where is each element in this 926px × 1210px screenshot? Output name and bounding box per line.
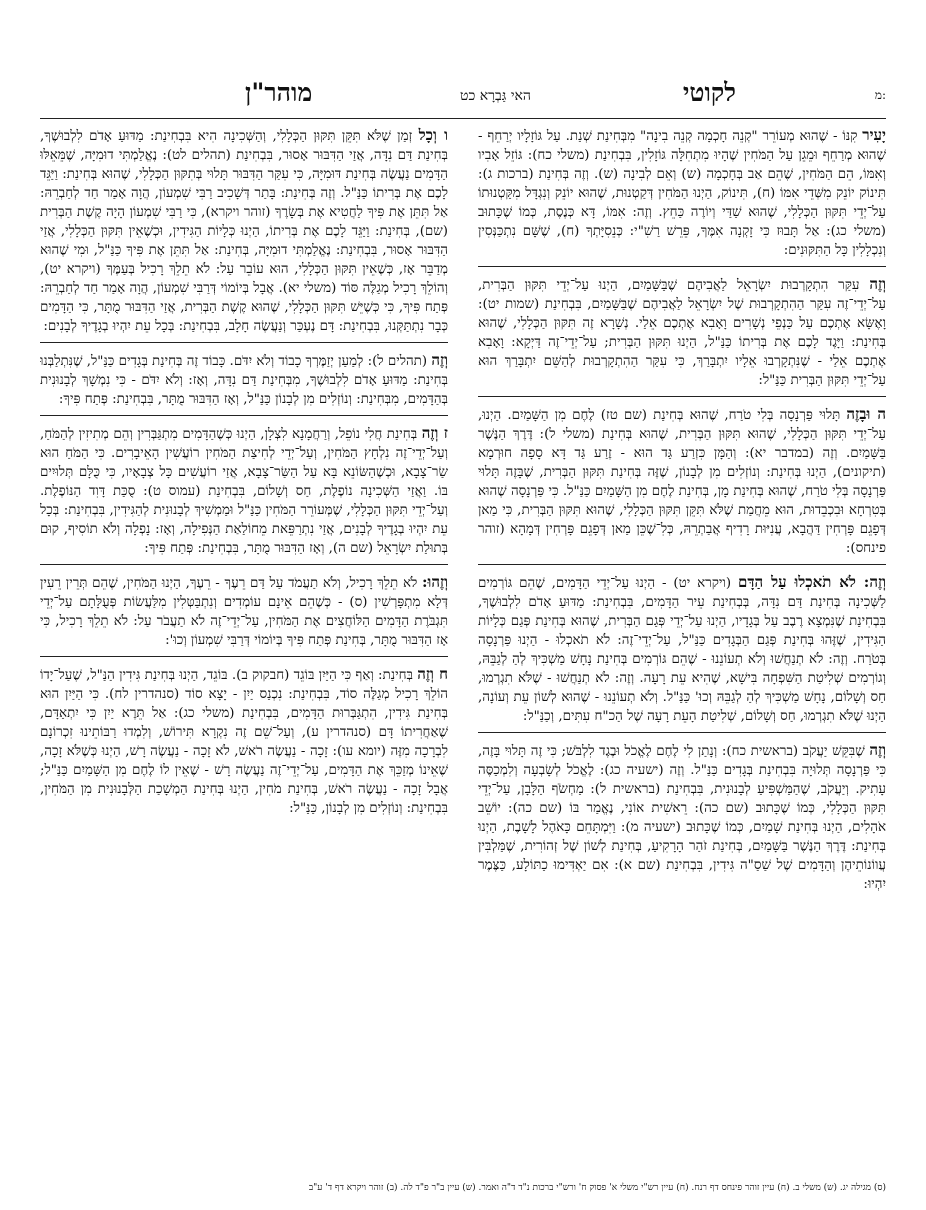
paragraph <box>478 573 886 726</box>
paragraph-divider <box>40 342 448 343</box>
paragraph-lead: וְזֶה <box>869 275 886 293</box>
paragraph-text: עִקַּר הִתְקָרְבוּת יִשְׂרָאֵל לַאֲבִיהֶם שֶׁבַּשָּׁמַיִם, הַיְנוּ עַל־יְדֵי תִּקּוּן הַבְּרִית, עַל־יְדֵי־זֶה עִקַּר הַהִתְקָרְבוּת שֶׁל יִשְׂרָאֵל לַאֲבִיהֶם שֶׁבַּשָּׁמַיִם, בִּבְחִינַת (שמות יט): וָאֶשָּׂא אֶתְכֶם עַל כַּנְפֵי נְשָׁרִים וָאָבִא אֶתְכֶם אֵלַי. נְשָׁרָא זֶה תִּקּוּן הַכְּלָלִי, שֶׁהוּא בְּחִינַת: וַיָּגֶד לָכֶם אֶת בְּרִיתוֹ כַּנַּ"ל, הַיְנוּ תִּקּוּן הַבְּרִית; עַל־יְדֵי־זֶה דַּיְקָא: וָאָבִא אֶתְכֶם אֵלַי - שֶׁנִּתְקָרְבוּ אֵלָיו יִתְבָּרַךְ, כִּי עִקַּר הַהִתְקָרְבוּת לְהַשֵּׁם יִתְבָּרַךְ הוּא עַל־יְדֵי תִּקּוּן הַבְּרִית כַּנַּ"ל: <box>478 278 886 388</box>
paragraph <box>40 665 448 818</box>
paragraph-lead: וְזֶה: לֹא תֹאכְלוּ עַל הַדָּם <box>737 573 886 591</box>
paragraph-lead: וְזֶה <box>431 351 448 369</box>
paragraph-lead: וְזֶה <box>869 741 886 759</box>
paragraph-divider <box>40 564 448 565</box>
paragraph <box>478 741 886 894</box>
paragraph <box>40 573 448 650</box>
paragraph-divider <box>478 732 886 733</box>
paragraph-divider <box>40 415 448 416</box>
paragraph-text: לֹא תֵלֵךְ רָכִיל, וְלֹא תַעֲמֹד עַל דַּם רֵעֶךָ - רֵעֶךָ, הַיְנוּ הַמֹּחִין, שֶׁהֵם תְּרֵין רֵעִין דְּלָא מִתְפָּרְשִׁין (ס) - כְּשֶׁהֵם אֵינָם עוֹמְדִים וְנִתְבַּטְּלִין מִלַּעֲשׂוֹת פְּעֻלָּתָם עַל־יְדֵי תִּגְבֹּרֶת הַדָּמִים הַלּוֹחֲצִים אֶת הַמֹּחִין, עַל־יְדֵי־זֶה לֹא תַעֲבֹר עַל: לֹא תֵלֵךְ רָכִיל, כִּי אָז הַדִּבּוּר מֻתָּר, בְּחִינַת פְּתַח פִּיךָ בְּיוֹמוֹי דְּרַבִּי שִׁמְעוֹן וְכוּ': <box>40 576 448 648</box>
paragraph <box>40 126 448 336</box>
paragraph-text: בְּחִינַת חֲלִי נוֹפֵל, וְרַחֲמָנָא לִצְלָן, הַיְנוּ כְּשֶׁהַדָּמִים מִתְגַּבְּרִין וְהֵם מְתִיזִין לְהַמֹּחַ, וְעַל־יְדֵי־זֶה נִלְחָץ הַמֹּחִין, וְעַל־יְדֵי לְחִיצַת הַמֹּחִין רוֹעֲשִׁין הָאֵיבָרִים. כִּי הַמֹּחַ הוּא שַׂר־צָבָא, וּכְשֶׁהַשּׂוֹנֵא בָּא עַל הַשַּׂר־צָבָא, אֲזַי רוֹעֲשִׁים כָּל צְבָאָיו, כִּי כֻּלָּם תְּלוּיִים בּוֹ. וַאֲזַי הַשְּׁכִינָה נוֹפֶלֶת, חַס וְשָׁלוֹם, בִּבְחִינַת (עמוס ט): סֻכַּת דָּוִד הַנּוֹפֶלֶת. וְעַל־יְדֵי תִּקּוּן הַכְּלָלִי, שֶׁמְּעוֹרֵר הַמֹּחִין כַּנַּ"ל וּמַמְשִׁיךְ לְבָנוּנִית לְהַגִּידִין, בִּבְחִינַת: בְּכָל עֵת יִהְיוּ בְגָדֶיךָ לְבָנִים, אֲזַי נִתְרַפֵּאת מֵחוֹלַאַת הַנְּפִילָה, וְאָז: נָפְלָה וְלֹא תוֹסִיף, קוּם בְּתוּלַת יִשְׂרָאֵל (שם ה), וְאָז הַדִּבּוּר מֻתָּר, בִּבְחִינַת: פְּתַח פִּיךָ: <box>40 427 448 556</box>
book-title-right: לקוטי <box>682 78 736 107</box>
paragraph-divider <box>478 396 886 397</box>
paragraph <box>478 275 886 390</box>
paragraph-lead: ה וּבָזֶה <box>846 405 886 423</box>
paragraph <box>40 351 448 409</box>
paragraph-lead: ז וְזֶה <box>421 424 448 442</box>
page-header <box>40 78 886 118</box>
paragraph-text: (ויקרא יט) - הַיְנוּ עַל־יְדֵי הַדָּמִים, שֶׁהֵם גּוֹרְמִים לַשְּׁכִינָה בְּחִינַת דַּם נִדָּה, בְּבְחִינַת עֵיר הַדָּמִים, בִּבְחִינַת: מַדּוּעַ אָדֹם לִלְבוּשֶׁךָ, בִּבְחִינַת שֶׁנִּמְצָא רֶבֶב עַל בְּגָדָיו, הַיְנוּ עַל־יְדֵי פְּגַם הַבְּרִית, שֶׁהוּא בְּחִינַת פְּגַם כְּלָיוֹת הַגִּידִין, שֶׁזֶּהוּ בְּחִינַת פְּגַם הַבְּגָדִים כַּנַּ"ל, עַל־יְדֵי־זֶה: לֹא תֹאכְלוּ - הַיְנוּ פַּרְנָסָה בְּטֹרַח. וְזֶה: לֹא תְנַחֲשׁוּ וְלֹא תְעוֹנֵנוּ - שֶׁהֵם גּוֹרְמִים בְּחִינַת נָחָשׁ מַשְׁכִּיךְ לְהַ לְגַבֵּהּ, וְגוֹרְמִים שְׁלִיטַת הַשִּׁפְחָה בִּישָׁא, שֶׁהִיא עֵת רָעָה. וְזֶה: לֹא תְנַחֲשׁוּ - שֶׁלֹּא תִגְרְמוּ, חַס וְשָׁלוֹם, נָחָשׁ מַשְׁכִּיךְ לְהַ לְגַבֵּהּ וְכוּ' כַּנַּ"ל. וְלֹא תְעוֹנֵנוּ - שֶׁהוּא לְשׁוֹן עֵת וְעוֹנָה, הַיְנוּ שֶׁלֹּא תִגְרְמוּ, חַס וְשָׁלוֹם, שְׁלִיטַת הָעֵת רָעָה שֶׁל הַכ"ח עִתִּים, וְכַנַּ"ל: <box>478 576 886 724</box>
paragraph <box>40 424 448 558</box>
paragraph-lead: וְזֶהוּ: <box>421 573 448 591</box>
paragraph-divider <box>40 656 448 657</box>
paragraph <box>478 126 886 260</box>
running-head: האי גַּבְרָא כט <box>460 88 531 104</box>
paragraph-lead: ח וְזֶה <box>417 665 448 683</box>
paragraph-text: שֶׁבִּקֵּשׁ יַעֲקֹב (בראשית כח): וְנָתַן לִי לֶחֶם לֶאֱכֹל וּבֶגֶד לִלְבֹּשׁ; כִּי זֶה תָּלוּי בָּזֶה, כִּי פַּרְנָסָה תְּלוּיָה בִּבְחִינַת בְּגָדִים כַּנַּ"ל. וְזֶה (ישעיה כג): לֶאֱכֹל לְשָׂבְעָה וְלִמְכַסֶּה עָתִיק. וְיַעֲקֹב, שֶׁהַמַּשְׁפִּיעַ לְבָנוּנִית, בִּבְחִינַת (בראשית ל): מַחְשֹׂף הַלָּבָן, עַל־יְדֵי תִּקּוּן הַכְּלָלִי, כְּמוֹ שֶׁכָּתוּב (שם כה): רֵאשִׁית אוֹנִי, נֶאֱמַר בּוֹ (שם כה): יוֹשֵׁב אֹהָלִים, הַיְנוּ בְּחִינַת שָׁמַיִם, כְּמוֹ שֶׁכָּתוּב (ישעיה מ): וַיִּמְתָּחֵם כָּאֹהֶל לָשָׁבֶת, הַיְנוּ בְּחִינַת: דֶּרֶךְ הַנֶּשֶׁר בַּשָּׁמַיִם, בְּחִינַת זֹהַר הָרָקִיעַ, בְּחִינַת לְשׁוֹן שֶׁל זְהוֹרִית, שֶׁמַּלְבִּין עֲווֹנוֹתֵיהֶן וְהַדָּמִים שֶׁל שַׁסַ"ה גִּידִין, בִּבְחִינַת (שם א): אִם יַאְדִּימוּ כַתּוֹלָע, כַּצֶּמֶר יִהְיוּ: <box>478 744 886 892</box>
paragraph-divider <box>478 564 886 565</box>
paragraph-divider <box>478 266 886 267</box>
paragraph-text: זְמַן שֶׁלֹּא תִּקֵּן תִּקּוּן הַכְּלָלִי, וְהַשְּׁכִינָה הִיא בִּבְחִינַת: מַדּוּעַ אָדֹם לִלְבוּשֶׁךָ, בְּחִינַת דַּם נִדָּה, אֲזַי הַדִּבּוּר אָסוּר, בִּבְחִינַת (תהלים לט): נֶאֱלַמְתִּי דוּמִיָּה, שֶׁמֵּאֵלּוּ הַדָּמִים נַעֲשֶׂה בְּחִינַת דּוּמִיָּה, כִּי עִקַּר הַדִּבּוּר תָּלוּי בְּתִקּוּן הַכְּלָלִי, שֶׁהוּא בְּחִינַת: וַיַּגֵּד לָכֶם אֶת בְּרִיתוֹ כַּנַּ"ל. וְזֶה בְּחִינַת: בָּתַר דְּשָׁכִיב רַבִּי שִׁמְעוֹן, הֲוָה אָמַר חַד לְחַבְרֵהּ: אַל תִּתֵּן אֶת פִּיךָ לַחֲטִיא אֶת בְּשָׂרֶךָ (זוהר ויקרא), כִּי רַבִּי שִׁמְעוֹן הָיָה קֶשֶׁת הַבְּרִית (שם), בְּחִינַת: וַיַּגֵּד לָכֶם אֶת בְּרִיתוֹ, הַיְנוּ כְּלָיוֹת הַגִּידִין, וּכְשֶׁאֵין תִּקּוּן הַכְּלָלִי, אֲזַי הַדִּבּוּר אָסוּר, בִּבְחִינַת: נֶאֱלַמְתִּי דוּמִיָּה, בְּחִינַת: אַל תִּתֵּן אֶת פִּיךָ כַּנַּ"ל, וּמִי שֶׁהוּא מְדַבֵּר אָז, כְּשֶׁאֵין תִּקּוּן הַכְּלָלִי, הוּא עוֹבֵר עַל: לֹא תֵלֵךְ רָכִיל בְּעַמֶּךָ (ויקרא יט), וְהוֹלֵךְ רָכִיל מְגַלֶּה סּוֹד (משלי יא). אֲבָל בְּיוֹמוֹי דְּרַבִּי שִׁמְעוֹן, הֲוָה אָמַר חַד לְחַבְרֵהּ: פְּתַח פִּיךָ, כִּי כְּשֶׁיֵּשׁ תִּקּוּן הַכְּלָלִי, שֶׁהוּא קֶשֶׁת הַבְּרִית, אֲזַי הַדִּבּוּר מֻתָּר, כִּי הַדָּמִים כְּבָר נִתְתַּקְּנוּ, בִּבְחִינַת: דָּם נֶעְכַּר וְנַעֲשֶׂה חָלָב, בִּבְחִינַת: בְּכָל עֵת יִהְיוּ בְגָדֶיךָ לְבָנִים: <box>40 129 448 334</box>
paragraph-text: תָּלוּי פַּרְנָסָה בְּלִי טֹרַח, שֶׁהוּא בְּחִינַת (שם טז) לֶחֶם מִן הַשָּׁמַיִם. הַיְנוּ, עַל־יְדֵי תִּקּוּן הַכְּלָלִי, שֶׁהוּא תִּקּוּן הַבְּרִית, שֶׁהוּא בְּחִינַת (משלי ל): דֶּרֶךְ הַנֶּשֶׁר בַּשָּׁמַיִם. וְזֶה (במדבר יא): וְהַמָּן כִּזְרַע גַּד הוּא - זֶרַע גַּד דָּא סָפָה חוּרְמָא (תיקונים), הַיְנוּ בְּחִינַת: וְנוֹזְלִים מִן לְבָנוֹן, שֶׁזֶּה בְּחִינַת תִּקּוּן הַבְּרִית, שֶׁבָּזֶה תָּלוּי פַּרְנָסָה בְּלִי טֹרַח, שֶׁהוּא בְּחִינַת מָן, בְּחִינַת לֶחֶם מִן הַשָּׁמַיִם כַּנַּ"ל. כִּי פַּרְנָסָה שֶׁהוּא בְּטִרְחָא וּבִכְבֵדוּת, הוּא מֵחֲמַת שֶׁלֹּא תִּקֵּן תִּקּוּן הַכְּלָלִי, שֶׁהוּא תִּקּוּן הַבְּרִית, כִּי מַאן דְּפָגֵם פָּרְחִין דַּהֲבָא, עֲנִיּוּת רָדִיף אֲבַתְרֵהּ, כְּלִ־שֶׁכֵּן מַאן דְּפָגֵם פָּרְחִין דְּמָהָא (זוהר פינחס): <box>478 408 886 556</box>
paragraph-lead: יָעִיר <box>862 126 886 144</box>
folio-number: מ: <box>874 88 886 102</box>
paragraph-text: קִנּוֹ - שֶׁהוּא מְעוֹרֵר "קְנֵה חָכְמָה קְנֵה בִינָה" מִבְּחִינַת שְׁנַת. עַל גּוֹזָלָיו יְרַחֵף - שֶׁהוּא מְרַחֵף וּמֵגֵן עַל הַמֹּחִין שֶׁהָיוּ מִתְחִלָּה גּוֹזָלִין, בִּבְחִינַת (משלי כח): גּוֹזֵל אָבִיו וְאִמּוֹ, הֵם הַמֹּחִין, שֶׁהֵם אַב בְּחָכְמָה (ש) וְאֵם לְבִינָה (ש). וְזֶה בְּחִינַת (ברכות ג): תִּינוֹק יוֹנֵק מִשְּׁדֵי אִמּוֹ (ח), תִּינוֹק, הַיְנוּ הַמֹּחִין דְּקַטְנוּת, שֶׁהוּא יוֹנֵק וְנִגְדָּל מִקַּטְנוּתוֹ עַל־יְדֵי תִּקּוּן הַכְּלָלִי, שֶׁהוּא שַׁדַּי וְיוֹרֶה כַּחֵץ. וְזֶה: אִמּוֹ, דָּא כְּנֶסֶת, כְּמוֹ שֶׁכָּתוּב (משלי כג): אַל תָּבוּז כִּי זָקְנָה אִמֶּךָ, פֵּרֵשׁ רַשִׁ"י: כְּנֵסִיָּתְךָ (ח), שֶׁשָּׁם נִתְכַּנְּסִין וְנִכְלָלִין כָּל הַתִּקּוּנִים: <box>478 129 886 258</box>
right-column <box>478 126 886 1176</box>
paragraph-lead: ו וְכָל <box>418 126 448 144</box>
left-column <box>40 126 448 1176</box>
header-rule <box>40 118 886 119</box>
paragraph <box>478 405 886 558</box>
paragraph-text: (תהלים ל): לְמַעַן יְזַמֶּרְךָ כָבוֹד וְלֹא יִדֹּם. כָּבוֹד זֶה בְּחִינַת בְּגָדִים כַּנַּ"ל, שֶׁנִּתְלַבְּנוּ בְּחִינַת: מַדּוּעַ אָדֹם לִלְבוּשֶׁךָ, מִבְּחִינַת דַּם נִדָּה, וְאָז: וְלֹא יִדֹּם - כִּי נִמְשָׁךְ לְבָנוּנִית בְּהַדָּמִים, מִבְּחִינַת: וְנוֹזְלִים מִן לְבָנוֹן כַּנַּ"ל, וְאָז הַדִּבּוּר מֻתָּר, בִּבְחִינַת: פְּתַח פִּיךָ: <box>40 354 448 407</box>
paragraph-text: בְּחִינַת: וְאַף כִּי הַיַּיִן בּוֹגֵד (חבקוק ב). בּוֹגֵד, הַיְנוּ בְּחִינַת גִּידִין הַנַּ"ל, שֶׁעַל־יָדוֹ הוֹלֵךְ רָכִיל מְגַלֶּה סוֹד, בִּבְחִינַת: נִכְנַס יַיִן - יָצָא סוֹד (סנהדרין לח). כִּי הַיַּיִן הוּא בְּחִינַת גִּידִין, הִתְגַּבְּרוּת הַדָּמִים, בִּבְחִינַת (משלי כג): אַל תֵּרֶא יַיִן כִּי יִתְאַדָּם, שֶׁאַחֲרִיתוֹ דָּם (סנהדרין ע), וְעַל־שֵׁם זֶה נִקְרָא תִּירוֹשׁ, וְלִמְדוּ רַבּוֹתֵינוּ זִכְרוֹנָם לִבְרָכָה מִזֶּה (יומא עו): זָכָה - נַעֲשֶׂה רֹאשׁ, לֹא זָכָה - נַעֲשֶׂה רָשׁ, הַיְנוּ כְּשֶׁלֹּא זָכָה, שֶׁאֵינוֹ מְזַכֵּךְ אֶת הַדָּמִים, עַל־יְדֵי־זֶה נַעֲשֶׂה רָשׁ - שֶׁאֵין לוֹ לֶחֶם מִן הַשָּׁמַיִם כַּנַּ"ל; אֲבָל זָכָה - נַעֲשֶׂה רֹאשׁ, בְּחִינַת מֹחִין, הַיְנוּ בְּחִינַת הַמְשָׁכַת הַלְּבָנוּנִית מִן הַמֹּחִין, בִּבְחִינַת: וְנוֹזְלִים מִן לְבָנוֹן, כַּנַּ"ל: <box>40 668 448 816</box>
book-title-left: מוהר"ן <box>245 78 313 107</box>
text-columns <box>40 126 886 1176</box>
footnotes: (ס) מגילה יג. (ש) משלי ב. (ח) עיין זוהר פינחס דף רנח. (ח) עיין רש"י משלי א' פסוק ח' ורש"י ברכות נ"ד ד"ה ואמר. (ש) עיין ב"ר פ"ד לה. (ב) זוהר ויקרא דף ד' ע"ב <box>308 1183 886 1193</box>
